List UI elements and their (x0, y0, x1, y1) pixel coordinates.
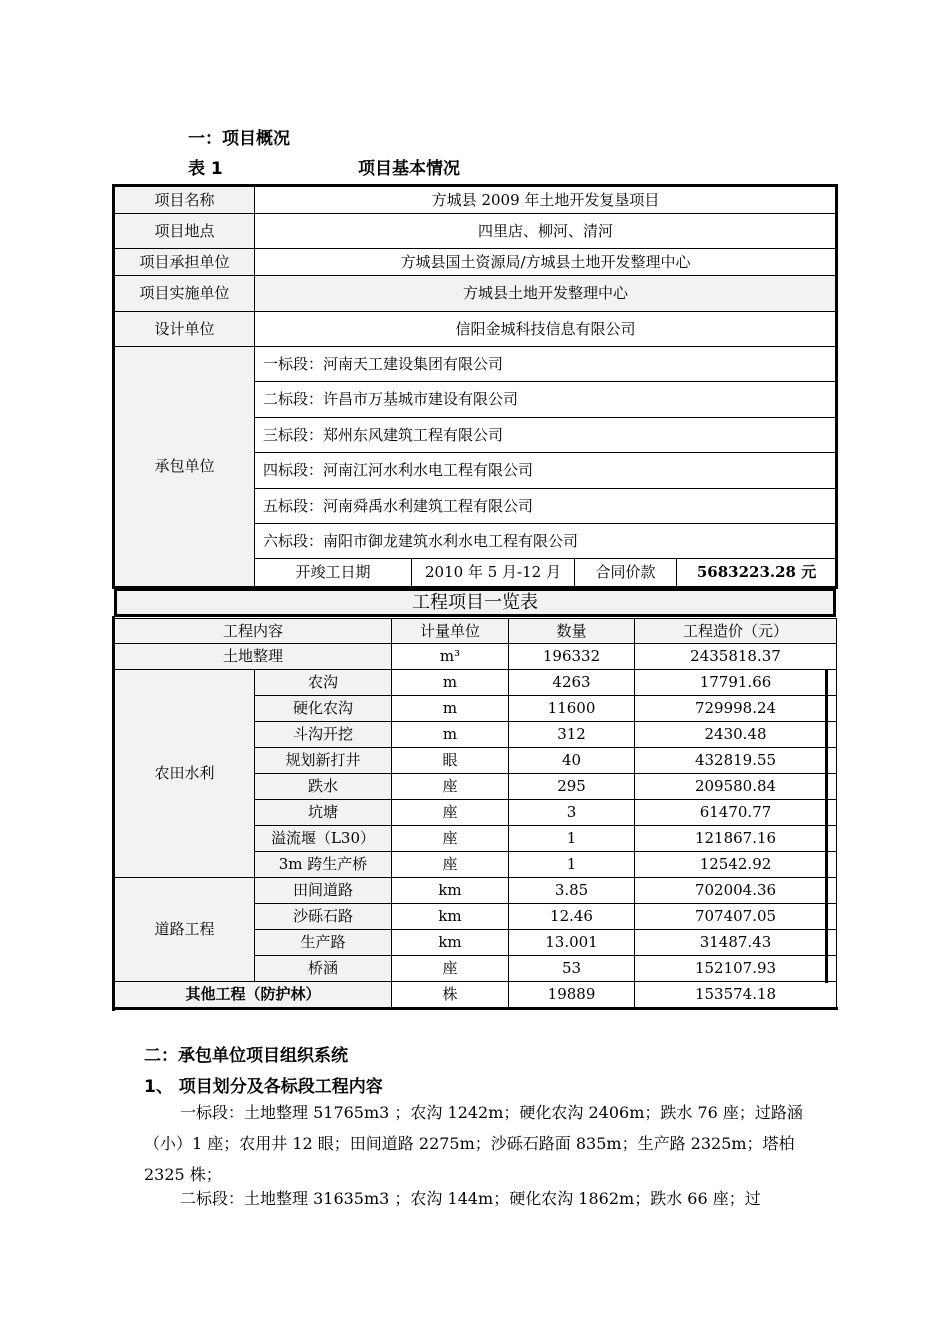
item-name: 跌水 (255, 774, 392, 800)
item-name: 斗沟开挖 (255, 722, 392, 748)
contractor-item: 四标段：河南江河水利水电工程有限公司 (255, 453, 837, 489)
other-name: 其他工程（防护林） (115, 982, 392, 1008)
table-label: 表 1 (188, 159, 223, 179)
item-unit: km (392, 904, 509, 930)
header-cost: 工程造价（元） (635, 619, 837, 644)
item-cost: 152107.93 (635, 956, 837, 982)
price-label: 合同价款 (575, 559, 677, 587)
undertaker-label: 项目承担单位 (115, 249, 255, 276)
header-unit: 计量单位 (392, 619, 509, 644)
item-name: 沙砾石路 (255, 904, 392, 930)
section2-heading: 二：承包单位项目组织系统 (144, 1046, 348, 1066)
header-qty: 数量 (509, 619, 635, 644)
contractor-item: 二标段：许昌市万基城市建设有限公司 (255, 382, 837, 418)
item-cost: 17791.66 (635, 670, 837, 696)
item-qty: 3 (509, 800, 635, 826)
price-value: 5683223.28 元 (677, 559, 837, 587)
item-unit: 座 (392, 852, 509, 878)
item-unit: 座 (392, 800, 509, 826)
table-row (115, 878, 837, 904)
item-unit: km (392, 930, 509, 956)
irrigation-group-label: 农田水利 (115, 670, 255, 878)
project-list-table (114, 618, 837, 1008)
contractor-item: 五标段：河南舜禹水利建筑工程有限公司 (255, 489, 837, 524)
contractor-item: 一标段：河南天工建设集团有限公司 (255, 347, 837, 382)
other-qty: 19889 (509, 982, 635, 1008)
item-qty: 12.46 (509, 904, 635, 930)
item-unit: m (392, 670, 509, 696)
item-cost: 209580.84 (635, 774, 837, 800)
item-qty: 295 (509, 774, 635, 800)
item-cost: 12542.92 (635, 852, 837, 878)
table-row (115, 670, 837, 696)
item-qty: 4263 (509, 670, 635, 696)
basic-info-table (114, 186, 837, 587)
designer-label: 设计单位 (115, 312, 255, 347)
designer-value: 信阳金城科技信息有限公司 (255, 312, 837, 347)
item-qty: 312 (509, 722, 635, 748)
project-list-title (114, 588, 836, 617)
contractor-item: 六标段：南阳市御龙建筑水利水电工程有限公司 (255, 524, 837, 559)
item-qty: 40 (509, 748, 635, 774)
item-qty: 53 (509, 956, 635, 982)
item-qty: 11600 (509, 696, 635, 722)
project-name-label: 项目名称 (115, 187, 255, 214)
item-cost: 432819.55 (635, 748, 837, 774)
item-unit: 座 (392, 956, 509, 982)
item-qty: 1 (509, 852, 635, 878)
section2-subheading: 1、 项目划分及各标段工程内容 (144, 1077, 383, 1097)
item-cost: 702004.36 (635, 878, 837, 904)
item-name: 规划新打井 (255, 748, 392, 774)
item-unit: 座 (392, 774, 509, 800)
section-heading: 一：项目概况 (188, 129, 290, 149)
period-label: 开竣工日期 (255, 559, 412, 587)
item-name: 硬化农沟 (255, 696, 392, 722)
table-title: 项目基本情况 (358, 159, 460, 179)
undertaker-value: 方城县国土资源局/方城县土地开发整理中心 (255, 249, 837, 276)
period-value: 2010 年 5 月-12 月 (412, 559, 575, 587)
project-list-title-text: 工程项目一览表 (412, 592, 538, 613)
item-cost: 31487.43 (635, 930, 837, 956)
implementer-value: 方城县土地开发整理中心 (255, 276, 837, 312)
road-group-label: 道路工程 (115, 878, 255, 982)
item-unit: 眼 (392, 748, 509, 774)
other-unit: 株 (392, 982, 509, 1008)
item-name: 生产路 (255, 930, 392, 956)
land-unit: m³ (392, 644, 509, 670)
project-location-label: 项目地点 (115, 214, 255, 249)
land-name: 土地整理 (115, 644, 392, 670)
item-unit: m (392, 696, 509, 722)
item-cost: 729998.24 (635, 696, 837, 722)
item-cost: 707407.05 (635, 904, 837, 930)
paragraph-bid2: 二标段：土地整理 31635m3 ；农沟 144m；硬化农沟 1862m；跌水 66 座；过 (180, 1189, 761, 1208)
other-cost: 153574.18 (635, 982, 837, 1008)
item-name: 田间道路 (255, 878, 392, 904)
item-name: 坑塘 (255, 800, 392, 826)
item-name: 溢流堰（L30） (255, 826, 392, 852)
item-unit: km (392, 878, 509, 904)
implementer-label: 项目实施单位 (115, 276, 255, 312)
contractor-label: 承包单位 (115, 347, 255, 587)
paragraph-bid1: 一标段：土地整理 51765m3 ；农沟 1242m；硬化农沟 2406m；跌水 76 座；过路涵（小）1 座；农用井 12 眼；田间道路 2275m；沙砾石路面 835m；生产路 2325m；塔柏 2325 株； (144, 1103, 803, 1184)
land-cost: 2435818.37 (635, 644, 837, 670)
item-cost: 121867.16 (635, 826, 837, 852)
item-name: 3m 跨生产桥 (255, 852, 392, 878)
header-content: 工程内容 (115, 619, 392, 644)
item-qty: 13.001 (509, 930, 635, 956)
item-name: 农沟 (255, 670, 392, 696)
item-qty: 1 (509, 826, 635, 852)
land-qty: 196332 (509, 644, 635, 670)
item-qty: 3.85 (509, 878, 635, 904)
item-cost: 2430.48 (635, 722, 837, 748)
item-unit: m (392, 722, 509, 748)
item-cost: 61470.77 (635, 800, 837, 826)
project-name-value: 方城县 2009 年土地开发复垦项目 (255, 187, 837, 214)
item-unit: 座 (392, 826, 509, 852)
project-location-value: 四里店、柳河、清河 (255, 214, 837, 249)
item-name: 桥涵 (255, 956, 392, 982)
contractor-item: 三标段：郑州东风建筑工程有限公司 (255, 418, 837, 453)
